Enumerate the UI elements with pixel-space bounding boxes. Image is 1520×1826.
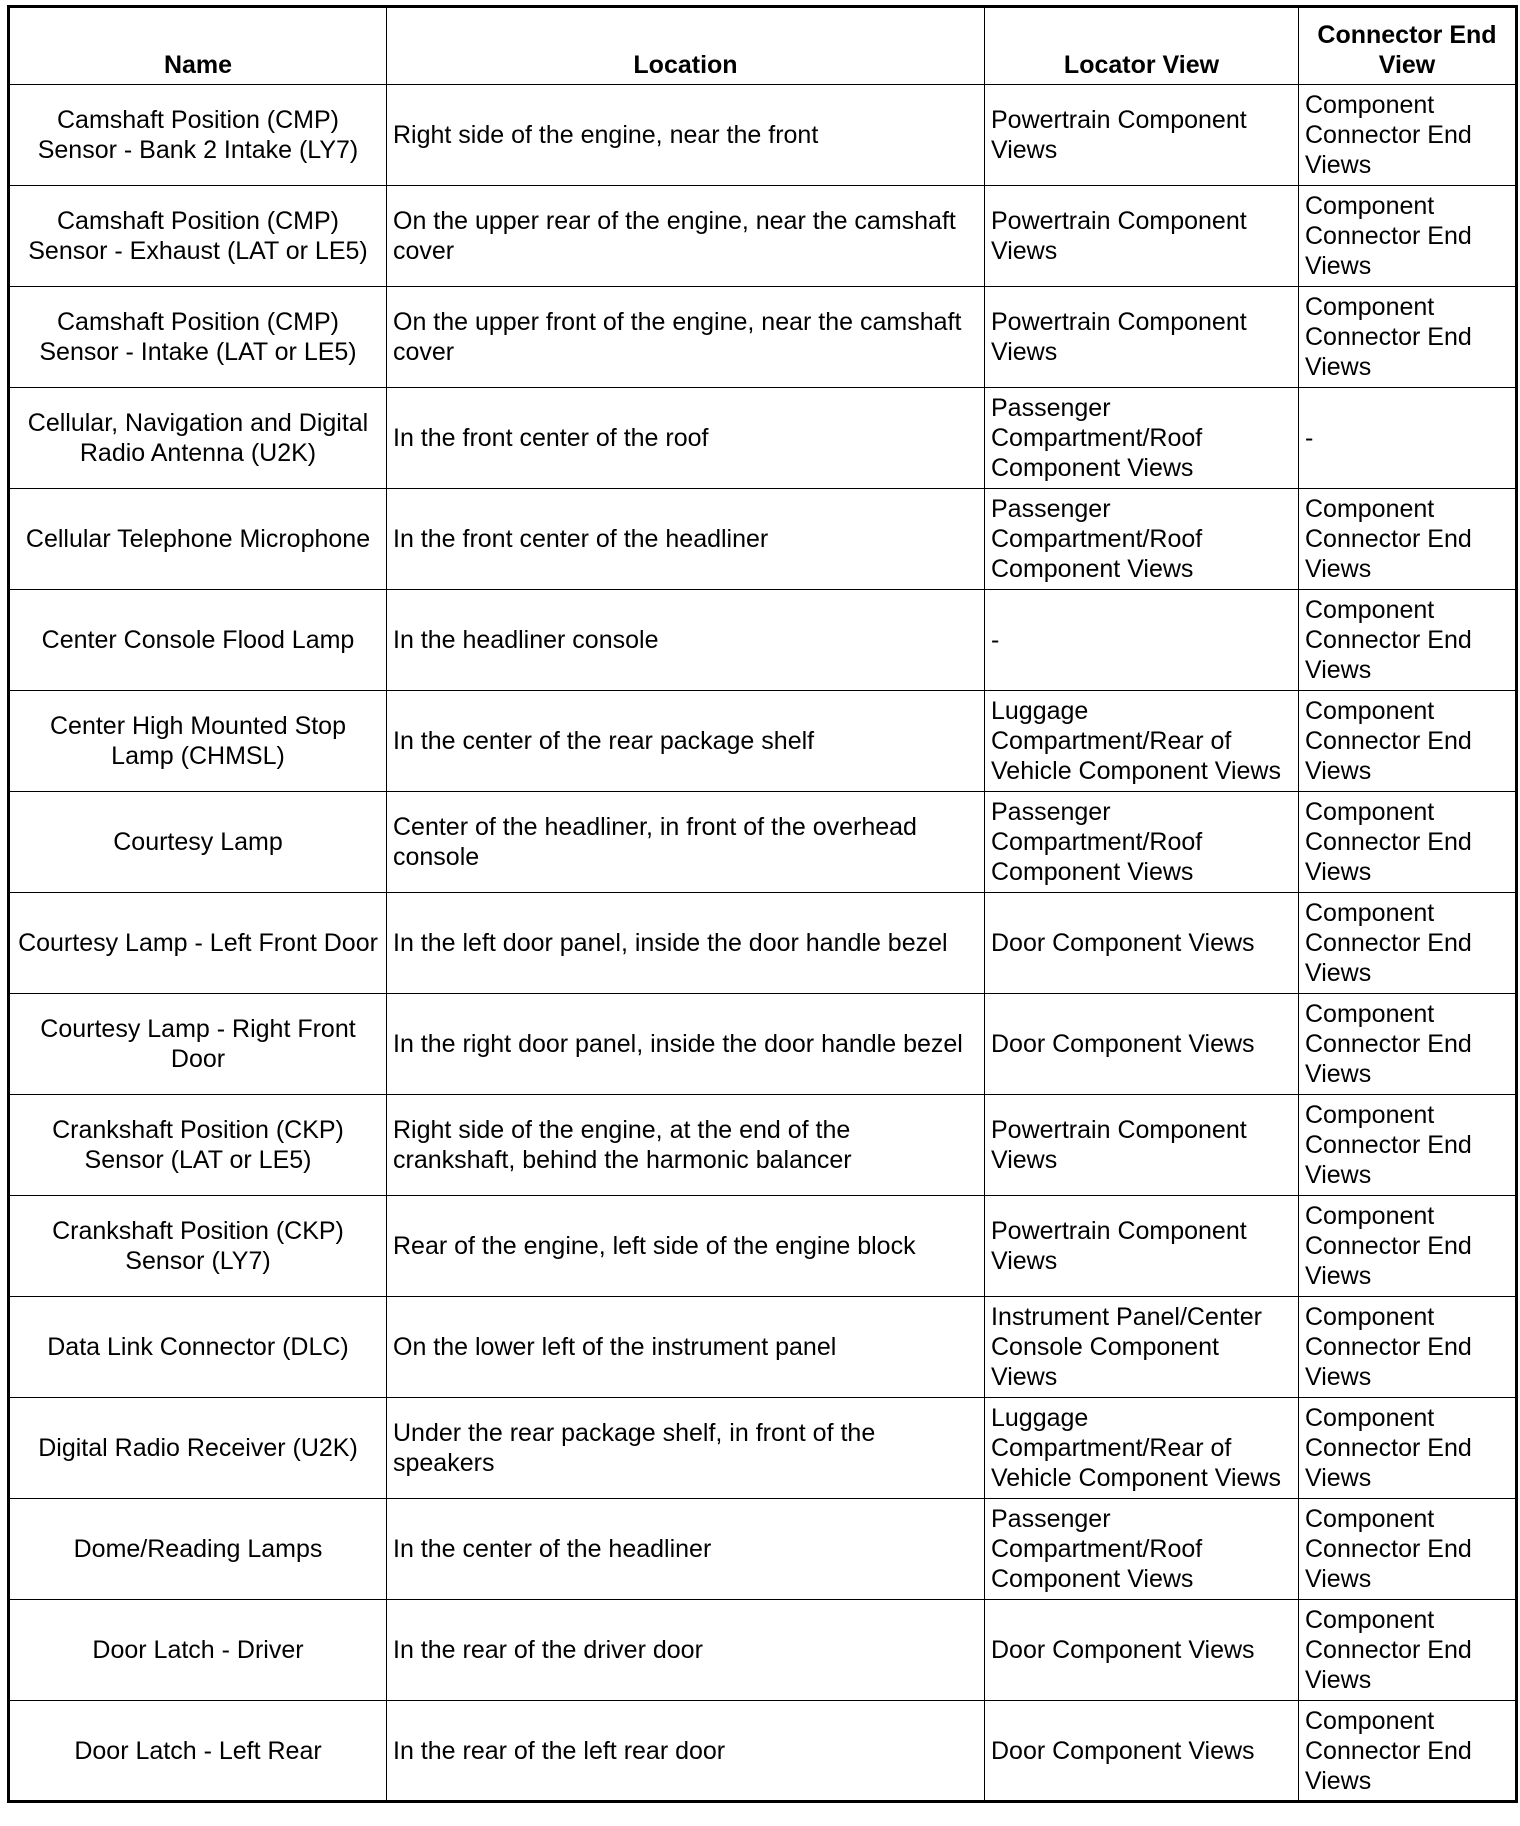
cell-connector-end-view: Component Connector End Views	[1299, 1297, 1517, 1398]
cell-connector-end-view: Component Connector End Views	[1299, 1398, 1517, 1499]
cell-name: Digital Radio Receiver (U2K)	[9, 1398, 387, 1499]
table-row	[9, 85, 1517, 186]
cell-locator-view: Passenger Compartment/Roof Component Views	[985, 1499, 1299, 1600]
cell-name: Dome/Reading Lamps	[9, 1499, 387, 1600]
cell-locator-view: Door Component Views	[985, 1600, 1299, 1701]
cell-connector-end-view: Component Connector End Views	[1299, 590, 1517, 691]
cell-location: In the front center of the headliner	[387, 489, 985, 590]
cell-connector-end-view: Component Connector End Views	[1299, 85, 1517, 186]
cell-location: On the lower left of the instrument panel	[387, 1297, 985, 1398]
cell-name: Data Link Connector (DLC)	[9, 1297, 387, 1398]
cell-name: Courtesy Lamp - Left Front Door	[9, 893, 387, 994]
cell-locator-view: Door Component Views	[985, 1701, 1299, 1802]
cell-connector-end-view: Component Connector End Views	[1299, 1600, 1517, 1701]
cell-locator-view: Passenger Compartment/Roof Component Views	[985, 792, 1299, 893]
header-location: Location	[387, 7, 985, 85]
cell-locator-view: Instrument Panel/Center Console Component Views	[985, 1297, 1299, 1398]
cell-connector-end-view: Component Connector End Views	[1299, 893, 1517, 994]
cell-location: In the right door panel, inside the door handle bezel	[387, 994, 985, 1095]
cell-location: In the left door panel, inside the door handle bezel	[387, 893, 985, 994]
cell-name: Courtesy Lamp - Right Front Door	[9, 994, 387, 1095]
cell-locator-view: Passenger Compartment/Roof Component Views	[985, 388, 1299, 489]
cell-connector-end-view: Component Connector End Views	[1299, 1095, 1517, 1196]
table-row	[9, 590, 1517, 691]
cell-location: In the front center of the roof	[387, 388, 985, 489]
cell-locator-view: Luggage Compartment/Rear of Vehicle Component Views	[985, 691, 1299, 792]
table-row	[9, 792, 1517, 893]
cell-location: Right side of the engine, near the front	[387, 85, 985, 186]
cell-connector-end-view: Component Connector End Views	[1299, 994, 1517, 1095]
cell-location: In the center of the rear package shelf	[387, 691, 985, 792]
cell-locator-view: Powertrain Component Views	[985, 1095, 1299, 1196]
cell-location: On the upper front of the engine, near the camshaft cover	[387, 287, 985, 388]
cell-location: In the rear of the driver door	[387, 1600, 985, 1701]
table-row	[9, 1196, 1517, 1297]
table-row	[9, 287, 1517, 388]
cell-location: Rear of the engine, left side of the engine block	[387, 1196, 985, 1297]
table-row	[9, 893, 1517, 994]
cell-locator-view: Powertrain Component Views	[985, 186, 1299, 287]
table-row	[9, 1398, 1517, 1499]
cell-connector-end-view: -	[1299, 388, 1517, 489]
cell-locator-view: Powertrain Component Views	[985, 1196, 1299, 1297]
cell-connector-end-view: Component Connector End Views	[1299, 489, 1517, 590]
table-row	[9, 994, 1517, 1095]
cell-name: Door Latch - Left Rear	[9, 1701, 387, 1802]
cell-name: Center Console Flood Lamp	[9, 590, 387, 691]
cell-location: Right side of the engine, at the end of the crankshaft, behind the harmonic balancer	[387, 1095, 985, 1196]
header-connector-end-view: Connector End View	[1299, 7, 1517, 85]
cell-location: In the rear of the left rear door	[387, 1701, 985, 1802]
cell-connector-end-view: Component Connector End Views	[1299, 1701, 1517, 1802]
cell-name: Crankshaft Position (CKP) Sensor (LAT or LE5)	[9, 1095, 387, 1196]
cell-locator-view: Passenger Compartment/Roof Component Views	[985, 489, 1299, 590]
cell-name: Camshaft Position (CMP) Sensor - Exhaust (LAT or LE5)	[9, 186, 387, 287]
table-row	[9, 1600, 1517, 1701]
cell-name: Camshaft Position (CMP) Sensor - Intake (LAT or LE5)	[9, 287, 387, 388]
cell-location: In the headliner console	[387, 590, 985, 691]
cell-location: Under the rear package shelf, in front of the speakers	[387, 1398, 985, 1499]
document-page	[7, 5, 1515, 1821]
cell-location: Center of the headliner, in front of the overhead console	[387, 792, 985, 893]
cell-connector-end-view: Component Connector End Views	[1299, 287, 1517, 388]
table-header-row	[9, 7, 1517, 85]
cell-name: Camshaft Position (CMP) Sensor - Bank 2 Intake (LY7)	[9, 85, 387, 186]
table-row	[9, 489, 1517, 590]
cell-name: Courtesy Lamp	[9, 792, 387, 893]
table-row	[9, 186, 1517, 287]
table-row	[9, 1701, 1517, 1802]
cell-connector-end-view: Component Connector End Views	[1299, 1499, 1517, 1600]
cell-name: Cellular Telephone Microphone	[9, 489, 387, 590]
cell-name: Door Latch - Driver	[9, 1600, 387, 1701]
cell-locator-view: Door Component Views	[985, 994, 1299, 1095]
table-row	[9, 1297, 1517, 1398]
table-row	[9, 1095, 1517, 1196]
cell-name: Cellular, Navigation and Digital Radio Antenna (U2K)	[9, 388, 387, 489]
cell-name: Crankshaft Position (CKP) Sensor (LY7)	[9, 1196, 387, 1297]
cell-connector-end-view: Component Connector End Views	[1299, 691, 1517, 792]
cell-location: In the center of the headliner	[387, 1499, 985, 1600]
cell-locator-view: Door Component Views	[985, 893, 1299, 994]
cell-location: On the upper rear of the engine, near the camshaft cover	[387, 186, 985, 287]
header-locator-view: Locator View	[985, 7, 1299, 85]
cell-connector-end-view: Component Connector End Views	[1299, 792, 1517, 893]
cell-locator-view: -	[985, 590, 1299, 691]
table-row	[9, 388, 1517, 489]
component-locator-table	[7, 5, 1518, 1803]
cell-locator-view: Powertrain Component Views	[985, 287, 1299, 388]
cell-connector-end-view: Component Connector End Views	[1299, 1196, 1517, 1297]
cell-connector-end-view: Component Connector End Views	[1299, 186, 1517, 287]
table-row	[9, 1499, 1517, 1600]
table-body	[9, 85, 1517, 1802]
cell-locator-view: Luggage Compartment/Rear of Vehicle Component Views	[985, 1398, 1299, 1499]
cell-name: Center High Mounted Stop Lamp (CHMSL)	[9, 691, 387, 792]
cell-locator-view: Powertrain Component Views	[985, 85, 1299, 186]
table-row	[9, 691, 1517, 792]
header-name: Name	[9, 7, 387, 85]
